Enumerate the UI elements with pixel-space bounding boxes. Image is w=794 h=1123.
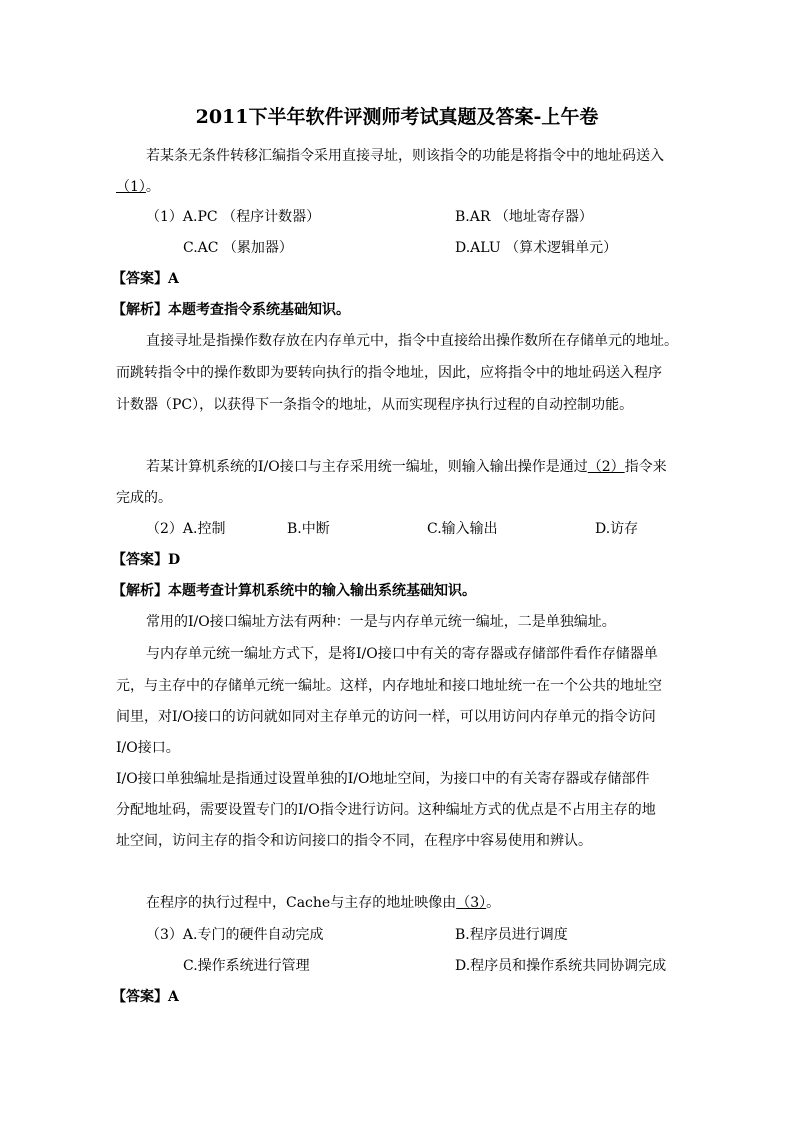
q1-stem-end: 。: [145, 179, 160, 195]
q1-option-a: [146, 208, 320, 226]
q2-blank: （2）: [587, 459, 625, 475]
q1-blank: （1）: [116, 179, 146, 195]
q3-number: （3）: [146, 927, 183, 943]
q3-stem-pre: 在程序的执行过程中，Cache与主存的地址映像由: [146, 895, 457, 911]
q2-analysis-line: 间里，对I/O接口的访问就如同对主存单元的访问一样，可以用访问内存单元的指令访问: [116, 709, 656, 725]
q3-option-b: B.程序员进行调度: [455, 927, 568, 943]
q1-option-a-text: A.PC （程序计数器）: [182, 209, 321, 225]
q1-analysis-line: 而跳转指令中的操作数即为要转向执行的指令地址，因此，应将指令中的地址码送入程序: [116, 365, 662, 381]
q2-option-a-text: A.控制: [182, 521, 226, 537]
q2-option-a: [146, 520, 225, 538]
page-title: 2011下半年软件评测师考试真题及答案-上午卷: [195, 106, 599, 128]
q1-answer: 【答案】A: [112, 271, 179, 287]
q1-analysis-line: 直接寻址是指操作数存放在内存单元中，指令中直接给出操作数所在存储单元的地址。: [146, 333, 678, 349]
q2-analysis-line: 元，与主存中的存储单元统一编址。这样，内存地址和接口地址统一在一个公共的地址空: [116, 678, 662, 694]
q2-stem-line2: 完成的。: [116, 490, 172, 506]
q2-analysis-title: 【解析】本题考查计算机系统中的输入输出系统基础知识。: [112, 583, 476, 599]
q2-number: （2）: [146, 521, 183, 537]
q3-answer: 【答案】A: [112, 989, 179, 1005]
q2-stem-post: 指令来: [624, 459, 667, 475]
q3-stem: [146, 894, 500, 912]
q2-stem-pre: 若某计算机系统的I/O接口与主存采用统一编址，则输入输出操作是通过: [146, 459, 588, 475]
q2-analysis-line: 址空间，访问主存的指令和访问接口的指令不同，在程序中容易使用和辨认。: [116, 833, 592, 849]
q1-option-c: C.AC （累加器）: [183, 240, 293, 256]
q2-answer: 【答案】D: [112, 552, 181, 568]
q3-option-a: [146, 926, 323, 944]
q1-analysis-line: 计数器（PC），以获得下一条指令的地址，从而实现程序执行过程的自动控制功能。: [116, 397, 634, 413]
q3-blank: （3）: [456, 895, 487, 911]
q1-option-b: B.AR （地址寄存器）: [455, 209, 593, 225]
q2-analysis-line: 分配地址码，需要设置专门的I/O指令进行访问。这种编址方式的优点是不占用主存的地: [116, 802, 656, 818]
q2-option-d: D.访存: [595, 521, 639, 537]
q2-analysis-line: I/O接口。: [116, 740, 180, 756]
q1-stem-line1: 若某条无条件转移汇编指令采用直接寻址，则该指令的功能是将指令中的地址码送入: [146, 148, 664, 164]
q3-stem-post: 。: [486, 895, 501, 911]
q2-option-b: B.中断: [287, 521, 330, 537]
q3-option-d: D.程序员和操作系统共同协调完成: [455, 958, 667, 974]
q2-stem-line1: [146, 458, 667, 476]
q1-option-d: D.ALU （算术逻辑单元）: [455, 240, 618, 256]
q1-analysis-title: 【解析】本题考查指令系统基础知识。: [112, 302, 350, 318]
q2-analysis-line: 与内存单元统一编址方式下，是将I/O接口中有关的寄存器或存储部件看作存储器单: [146, 646, 658, 662]
q3-option-a-text: A.专门的硬件自动完成: [182, 927, 324, 943]
q2-option-c: C.输入输出: [427, 521, 498, 537]
q2-analysis-line: I/O接口单独编址是指通过设置单独的I/O地址空间，为接口中的有关寄存器或存储部件: [116, 771, 650, 787]
q2-analysis-line: 常用的I/O接口编址方法有两种：一是与内存单元统一编址，二是单独编址。: [146, 614, 616, 630]
q1-stem-line2: [116, 178, 160, 196]
q3-option-c: C.操作系统进行管理: [183, 958, 310, 974]
q1-number: （1）: [146, 209, 183, 225]
